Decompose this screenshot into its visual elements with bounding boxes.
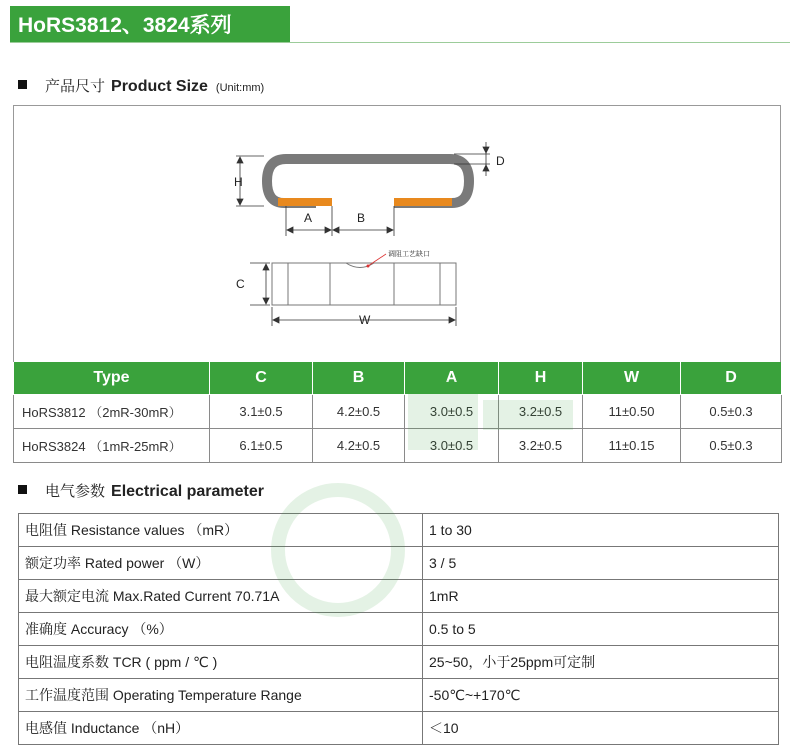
param-name: 最大额定电流 Max.Rated Current 70.71A [19,580,423,613]
table-row [14,429,782,463]
resistor-top-view [272,263,456,305]
col-header-type: Type [14,362,210,395]
electrical-en-title: Electrical parameter [111,483,264,500]
table-row [19,580,779,613]
param-value: 0.5 to 5 [423,613,779,646]
resistor-side-view [267,159,469,206]
param-name: 电感值 Inductance （nH） [19,712,423,745]
cell-b: 4.2±0.5 [313,395,405,429]
cell-type: HoRS3812 （2mR-30mR） [14,395,210,429]
table-row [19,712,779,745]
cell-a: 3.0±0.5 [405,395,499,429]
param-name: 准确度 Accuracy （%） [19,613,423,646]
label-w: W [359,313,371,327]
param-value: 1 to 30 [423,514,779,547]
a-b-dimension [286,206,394,236]
param-name: 电阻温度系数 TCR ( ppm / ℃ ) [19,646,423,679]
table-row [19,613,779,646]
param-value: 3 / 5 [423,547,779,580]
left-terminal [278,198,332,206]
label-d: D [496,154,505,168]
cell-c: 3.1±0.5 [210,395,313,429]
table-row [19,514,779,547]
bullet-square-icon [18,485,27,494]
table-header-row [14,362,782,395]
product-size-cn-title: 产品尺寸 [45,77,106,95]
cell-d: 0.5±0.3 [681,395,782,429]
label-b: B [357,211,366,225]
product-size-unit: (Unit:mm) [215,82,265,94]
cell-h: 3.2±0.5 [499,395,583,429]
param-value: 1mR [423,580,779,613]
param-value: 25~50，小于25ppm可定制 [423,646,779,679]
electrical-heading [18,480,264,501]
cell-b: 4.2±0.5 [313,429,405,463]
col-header-c: C [210,362,313,395]
col-header-w: W [583,362,681,395]
label-c: C [236,277,245,291]
param-name: 电阻值 Resistance values （mR） [19,514,423,547]
product-size-heading [18,75,264,96]
page-title: HoRS3812、3824系列 [18,14,232,37]
product-size-table [13,362,782,463]
cell-w: 11±0.15 [583,429,681,463]
electrical-parameter-table [18,513,779,745]
col-header-b: B [313,362,405,395]
cell-w: 11±0.50 [583,395,681,429]
col-header-d: D [681,362,782,395]
c-dimension [250,263,270,305]
dimension-drawing [14,106,780,362]
cell-a: 3.0±0.5 [405,429,499,463]
cell-c: 6.1±0.5 [210,429,313,463]
col-header-h: H [499,362,583,395]
table-row [19,547,779,580]
dimension-drawing-box [13,105,781,363]
table-row [19,646,779,679]
col-header-a: A [405,362,499,395]
title-bar [10,6,290,42]
electrical-cn-title: 电气参数 [45,482,106,500]
table-row [19,679,779,712]
product-size-en-title: Product Size [111,78,208,95]
title-divider [10,42,790,43]
cell-d: 0.5±0.3 [681,429,782,463]
param-name: 工作温度范围 Operating Temperature Range [19,679,423,712]
right-terminal [394,198,452,206]
param-name: 额定功率 Rated power （W） [19,547,423,580]
label-h: H [234,175,243,189]
param-value: ＜10 [423,712,779,745]
table-row [14,395,782,429]
notch-note: 调阻工艺缺口 [388,250,430,258]
param-value: -50℃~+170℃ [423,679,779,712]
bullet-square-icon [18,80,27,89]
cell-type: HoRS3824 （1mR-25mR） [14,429,210,463]
label-a: A [304,211,313,225]
cell-h: 3.2±0.5 [499,429,583,463]
